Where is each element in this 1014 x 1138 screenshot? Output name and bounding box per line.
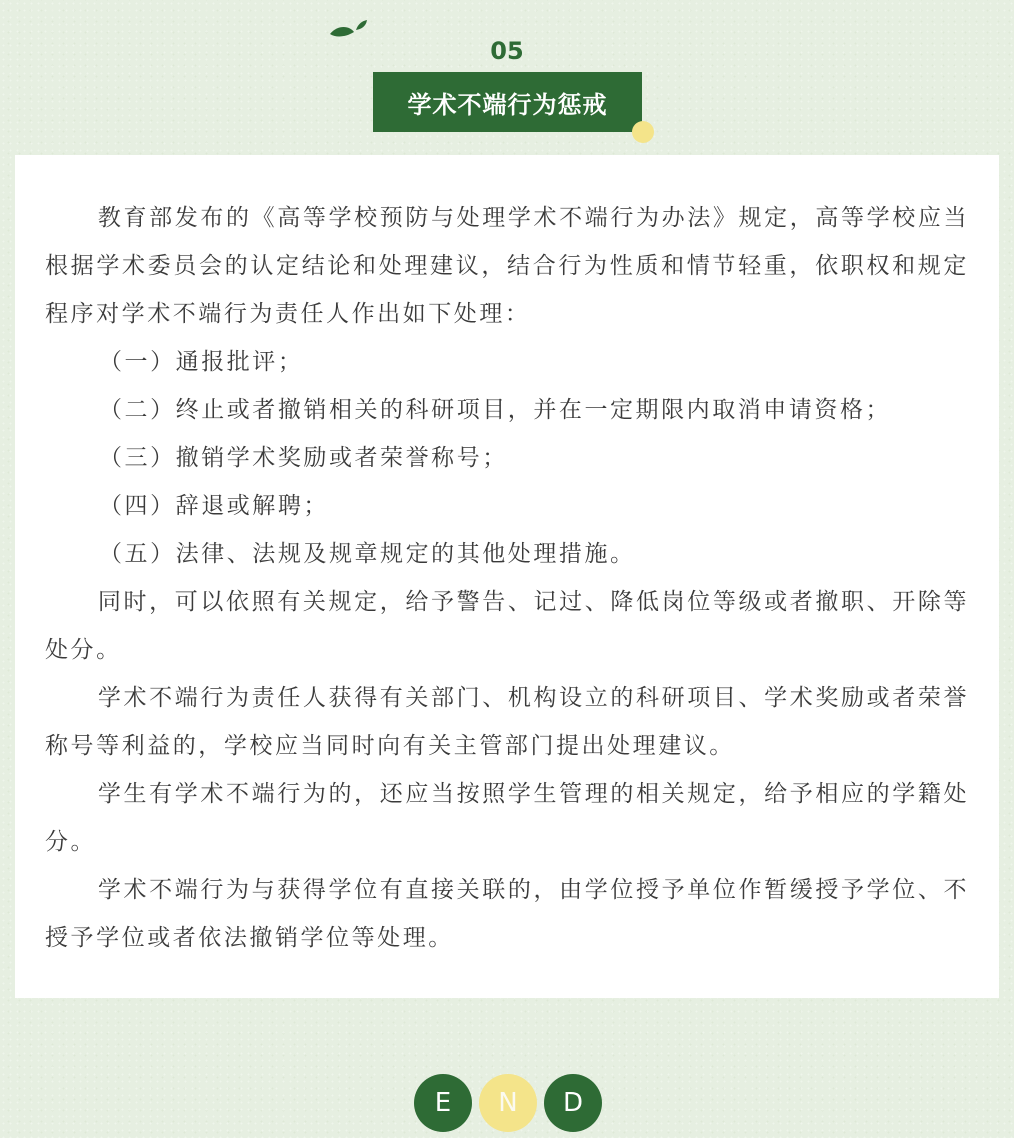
list-item: （一）通报批评； [99,349,304,375]
paragraph: 同时，可以依照有关规定，给予警告、记过、降低岗位等级或者撤职、开除等处分。 [45,589,969,663]
section-number: 05 [490,37,524,65]
list-item: （四）辞退或解聘； [99,493,329,519]
paragraph: 学生有学术不端行为的，还应当按照学生管理的相关规定，给予相应的学籍处分。 [45,781,969,855]
end-letter-d: D [544,1074,602,1132]
article-body [45,194,969,962]
intro-paragraph: 教育部发布的《高等学校预防与处理学术不端行为办法》规定，高等学校应当根据学术委员会的认定结论和处理建议，结合行为性质和情节轻重，依职权和规定程序对学术不端行为责任人作出如下处理： [45,205,969,327]
paragraph: 学术不端行为责任人获得有关部门、机构设立的科研项目、学术奖励或者荣誉称号等利益的，学校应当同时向有关主管部门提出处理建议。 [45,685,969,759]
list-item: （五）法律、法规及规章规定的其他处理措施。 [99,541,636,567]
list-item: （二）终止或者撤销相关的科研项目，并在一定期限内取消申请资格； [99,397,892,423]
section-title: 学术不端行为惩戒 [373,72,642,132]
list-item: （三）撤销学术奖励或者荣誉称号； [99,445,508,471]
title-accent-dot [632,121,654,143]
end-letter-n: N [479,1074,537,1132]
paragraph: 学术不端行为与获得学位有直接关联的，由学位授予单位作暂缓授予学位、不授予学位或者依法撤销学位等处理。 [45,877,969,951]
end-badge [414,1074,602,1132]
end-letter-e: E [414,1074,472,1132]
